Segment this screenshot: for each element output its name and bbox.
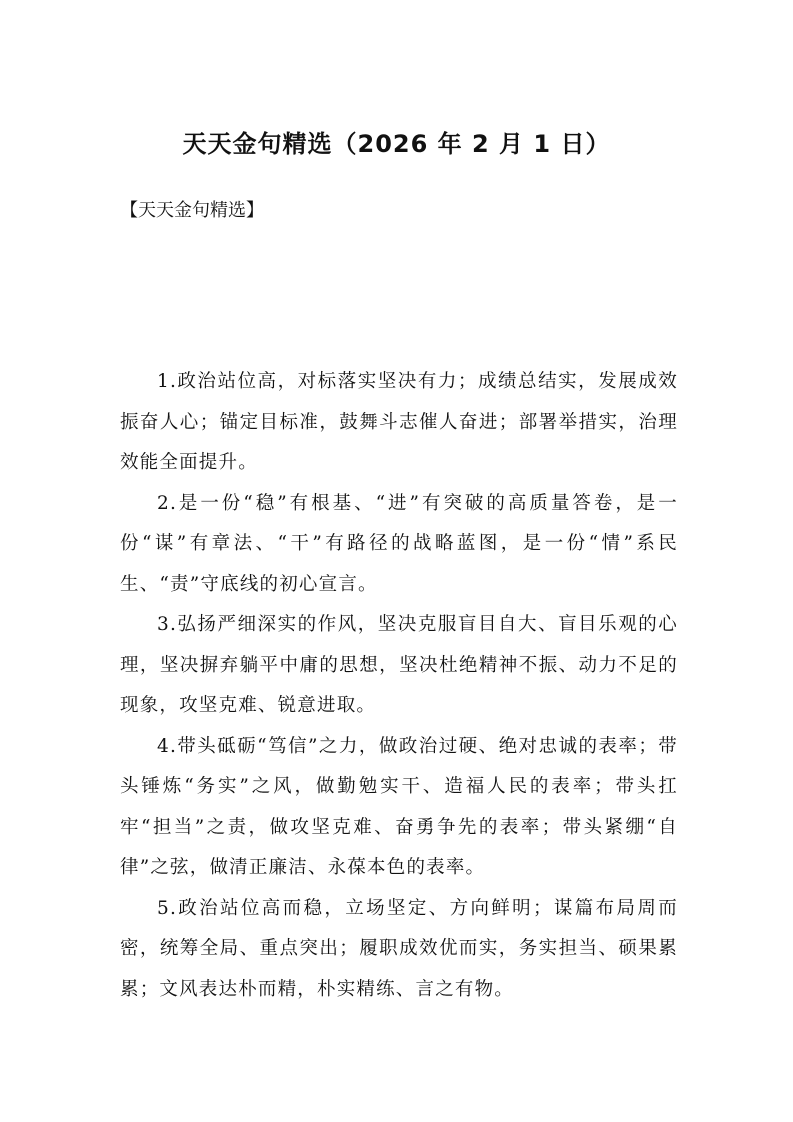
paragraph-3: 3.弘扬严细深实的作风，坚决克服盲目自大、盲目乐观的心理，坚决摒弃躺平中庸的思想，坚决杜绝精神不振、动力不足的现象，攻坚克难、锐意进取。: [120, 614, 678, 716]
document-title: 天天金句精选（2026 年 2 月 1 日）: [182, 130, 611, 158]
paragraph-5: 5.政治站位高而稳，立场坚定、方向鲜明；谋篇布局周而密，统筹全局、重点突出；履职成效优而实，务实担当、硕果累累；文风表达朴而精，朴实精练、言之有物。: [120, 897, 678, 1000]
paragraph-1: 1.政治站位高，对标落实坚决有力；成绩总结实，发展成效振奋人心；锚定目标准，鼓舞斗志催人奋进；部署举措实，治理效能全面提升。: [120, 371, 678, 473]
section-label: 【天天金句精选】: [120, 200, 264, 221]
paragraph-4: 4.带头砥砺“笃信”之力，做政治过硬、绝对忠诚的表率；带头锤炼“务实”之风，做勤勉实干、造福人民的表率；带头扛牢“担当”之责，做攻坚克难、奋勇争先的表率；带头紧绷“自律”之弦，做清正廉洁、永葆本色的表率。: [120, 735, 678, 878]
document-body: [120, 362, 678, 1010]
paragraph-2: 2.是一份“稳”有根基、“进”有突破的高质量答卷，是一份“谋”有章法、“干”有路径的战略蓝图，是一份“情”系民生、“责”守底线的初心宣言。: [120, 492, 678, 595]
